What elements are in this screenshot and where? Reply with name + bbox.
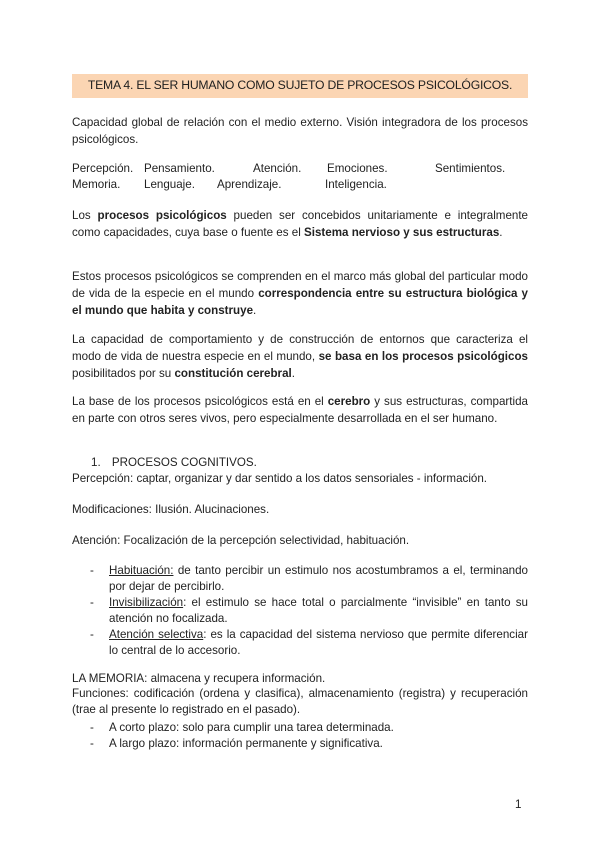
process-list-row-1 [72,162,528,179]
atencion-line: Atención: Focalización de la percepción selectividad, habituación. [72,534,410,547]
process-item: Memoria. [72,178,121,191]
process-item: Atención. [253,162,302,175]
process-item: Emociones. [327,162,388,175]
intro-paragraph: Capacidad global de relación con el medio externo. Visión integradora de los procesos psicológicos. [72,116,528,146]
process-item: Percepción. [72,162,134,175]
section-number: 1. [91,456,101,469]
section-heading [91,456,257,469]
page-number: 1 [515,798,522,811]
process-list-row-2 [72,178,528,195]
document-page: TEMA 4. EL SER HUMANO COMO SUJETO DE PROCESOS PSICOLÓGICOS. Capacidad global de relación con el medio externo. Visión integradora de los procesos psicológicos. Percepción. Pensamiento. Atención. Emociones. Sentimientos. Memoria. Lenguaje. Aprendizaje. Inteligencia. Los procesos psicológicos pueden ser concebidos unitariamente e integralmente como capacidades, cuya base o fuente es el Sistema nervioso y sus estructuras. Estos procesos psicológicos se comprenden en el marco más global del particular modo de vida de la especie en el mundo correspondencia entre su estructura biológica y el mundo que habita y construye. La capacidad de comportamiento y de construcción de entornos que caracteriza el modo de vida de nuestra especie en el mundo, se basa en los procesos psicológicos posibilitados por su constitución cerebral. La base de los procesos psicológicos está en el cerebro y sus estructuras, compartida en parte con otros seres vivos, pero especialmente desarrollada en el ser humano. 1. PROCESOS COGNITIVOS. Percepción: captar, organizar y dar sentido a los datos sensoriales - información. Modificaciones: Ilusión. Alucinaciones. Atención: Focalización de la percepción selectividad, habituación. - Habituación: de tanto percibir un estimulo nos acostumbramos a el, terminando por dejar de percibirlo. - Invisibilización: el estimulo se hace total o parcialmente “invisible” en tanto su atención no focalizada. - Atención selectiva: es la capacidad del sistema nervioso que permite diferenciar lo central de lo accesorio. LA MEMORIA: almacena y recupera información. Funciones: codificación (ordena y clasifica), almacenamiento (registra) y recuperación (trae al presente lo registrado en el pasado). - A corto plazo: solo para cumplir una tarea determinada. - A largo plazo: información permanente y significativa. 1 [0,0,600,848]
paragraph-capacity: La capacidad de comportamiento y de construcción de entornos que caracteriza el modo de vida de nuestra especie en el mundo, se basa en los procesos psicológicos posibilitados por su constitución cerebral. [72,333,528,380]
paragraph-brain: La base de los procesos psicológicos está en el cerebro y sus estructuras, compartida en parte con otros seres vivos, pero especialmente desarrollada en el ser humano. [72,395,528,425]
memoria-line: LA MEMORIA: almacena y recupera información. [72,672,326,685]
percepcion-line: Percepción: captar, organizar y dar sentido a los datos sensoriales - información. [72,472,488,485]
process-item: Pensamiento. [144,162,215,175]
process-item: Aprendizaje. [217,178,282,191]
modificaciones-line: Modificaciones: Ilusión. Alucinaciones. [72,503,270,516]
process-item: Sentimientos. [435,162,506,175]
page-title: TEMA 4. EL SER HUMANO COMO SUJETO DE PROCESOS PSICOLÓGICOS. [87,78,513,92]
paragraph-framework: Estos procesos psicológicos se comprenden en el marco más global del particular modo de vida de la especie en el mundo correspondencia entre su estructura biológica y el mundo que habita y construye. [72,270,529,317]
process-item: Inteligencia. [325,178,387,191]
process-item: Lenguaje. [144,178,195,191]
paragraph-processes: Los procesos psicológicos pueden ser concebidos unitariamente e integralmente como capacidades, cuya base o fuente es el Sistema nervioso y sus estructuras. [72,209,529,239]
funciones-paragraph: Funciones: codificación (ordena y clasifica), almacenamiento (registra) y recuperación (trae al presente lo registrado en el pasado). [72,687,528,716]
section-label: PROCESOS COGNITIVOS. [111,456,257,469]
